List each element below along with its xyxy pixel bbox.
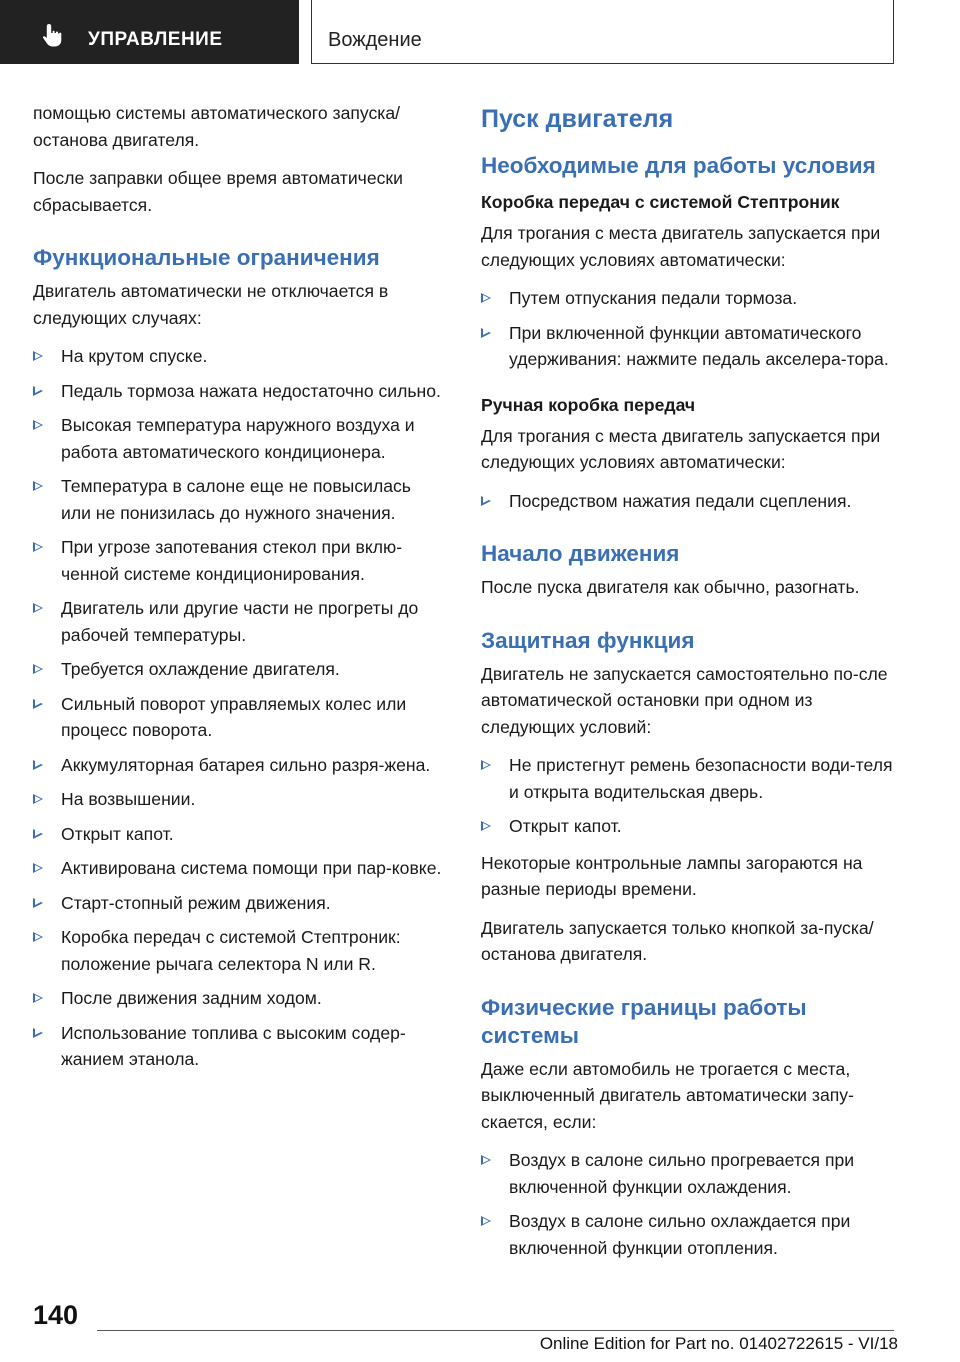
triangle-bullet-icon [33,993,43,1003]
list-item: Педаль тормоза нажата недостаточно сильно. [33,378,445,405]
triangle-bullet-icon [33,664,43,674]
list-item: Температура в салоне еще не повысилась или не понизилась до нужного значения. [33,473,445,526]
protect-note: Некоторые контрольные лампы загораются на разные периоды времени. [481,852,863,899]
triangle-bullet-icon [33,420,43,430]
subsection-heading-conditions: Необходимые для работы условия [481,153,876,178]
chapter-label: Вождение [328,29,422,51]
hand-pointer-icon [40,22,66,48]
physical-list [481,1147,899,1261]
triangle-bullet-icon [481,1216,491,1226]
limits-intro: Двигатель автоматически не отключается в следующих случаях: [33,281,389,328]
section-heading-limits: Функциональные ограничения [33,245,380,270]
list-item: На возвышении. [33,786,445,813]
triangle-bullet-icon [33,760,43,770]
list-item: Высокая температура наружного воздуха и работа автоматического кондиционера. [33,412,445,465]
triangle-bullet-icon [33,481,43,491]
list-item: Аккумуляторная батарея сильно разря-жена. [33,752,445,779]
triangle-bullet-icon [33,699,43,709]
list-item: Использование топлива с высоким содер-жанием этанола. [33,1020,445,1073]
triangle-bullet-icon [481,1155,491,1165]
list-item: Посредством нажатия педали сцепления. [481,488,899,515]
triangle-bullet-icon [481,760,491,770]
subheading-manual: Ручная коробка передач [481,394,696,415]
list-item: Двигатель или другие части не прогреты до рабочей температуры. [33,595,445,648]
chapter-tab [311,0,894,64]
manual-intro: Для трогания с места двигатель запускается при следующих условиях автоматически: [481,425,881,472]
protect-list [481,752,899,840]
limits-list [33,343,445,1073]
triangle-bullet-icon [33,829,43,839]
triangle-bullet-icon [481,821,491,831]
left-column [33,100,445,1083]
subsection-heading-motion: Начало движения [481,541,680,566]
subsection-heading-physical-limits: Физические границы работы системы [481,994,807,1048]
footer-divider [97,1330,894,1331]
protect-note: Двигатель запускается только кнопкой за-пуска/останова двигателя. [481,917,874,964]
triangle-bullet-icon [33,863,43,873]
protect-intro: Двигатель не запускается самостоятельно по-сле автоматической остановки при одном из следующих условий: [481,663,888,737]
list-item: Открыт капот. [33,821,445,848]
intro-paragraph: После заправки общее время автоматически сбрасывается. [33,168,403,215]
list-item: При угрозе запотевания стекол при вклю-ченной системе кондиционирования. [33,534,445,587]
list-item: Воздух в салоне сильно охлаждается при включенной функции отопления. [481,1208,899,1261]
right-column [481,100,899,1271]
subheading-steptronic: Коробка передач с системой Стептроник [481,192,840,212]
list-item: Коробка передач с системой Стептроник: положение рычага селектора N или R. [33,924,445,977]
list-item: Требуется охлаждение двигателя. [33,656,445,683]
triangle-bullet-icon [33,386,43,396]
triangle-bullet-icon [33,932,43,942]
list-item: При включенной функции автоматического удерживания: нажмите педаль акселера-тора. [481,320,899,373]
list-item: Активирована система помощи при пар-ковке. [33,855,445,882]
subsection-heading-protect: Защитная функция [481,627,695,653]
page-number: 140 [33,1300,79,1330]
list-item: Сильный поворот управляемых колес или процесс поворота. [33,691,445,744]
triangle-bullet-icon [481,328,491,338]
list-item: Путем отпускания педали тормоза. [481,285,899,312]
triangle-bullet-icon [33,351,43,361]
footer-edition: Online Edition for Part no. 01402722615 - VI/18 [539,1334,898,1353]
triangle-bullet-icon [33,542,43,552]
list-item: Открыт капот. [481,813,899,840]
list-item: Не пристегнут ремень безопасности води-теля и открыта водительская дверь. [481,752,899,805]
triangle-bullet-icon [33,898,43,908]
list-item: Воздух в салоне сильно прогревается при включенной функции охлаждения. [481,1147,899,1200]
list-item: На крутом спуске. [33,343,445,370]
steptronic-intro: Для трогания с места двигатель запускается при следующих условиях автоматически: [481,223,881,270]
intro-paragraph: помощью системы автоматического запуска/останова двигателя. [33,103,401,150]
list-item: После движения задним ходом. [33,985,445,1012]
triangle-bullet-icon [481,293,491,303]
triangle-bullet-icon [481,496,491,506]
triangle-bullet-icon [33,794,43,804]
steptronic-list [481,285,899,373]
section-heading-engine-start: Пуск двигателя [481,105,674,133]
physical-intro: Даже если автомобиль не трогается с места, выключенный двигатель автоматически запу-скается, если: [481,1058,854,1132]
section-label: УПРАВЛЕНИЕ [88,29,223,50]
list-item: Старт-стопный режим движения. [33,890,445,917]
triangle-bullet-icon [33,603,43,613]
triangle-bullet-icon [33,1028,43,1038]
manual-list [481,488,899,515]
motion-text: После пуска двигателя как обычно, разогнать. [481,577,860,597]
header-section-tab [0,0,299,64]
